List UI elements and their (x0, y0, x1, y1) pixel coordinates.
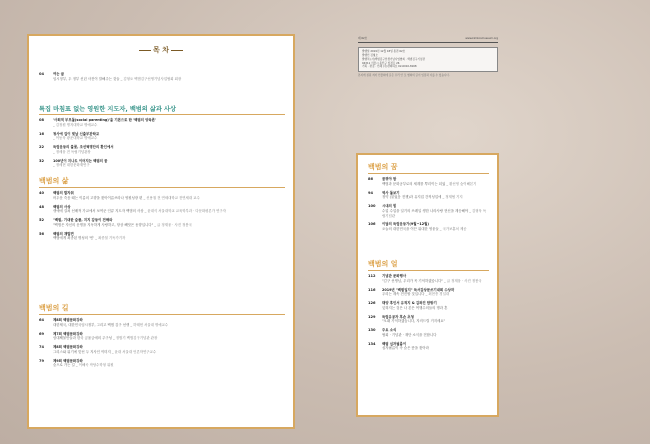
item-subtitle: 삼대째물만들과 한국 금융금에의 주구성 (53, 336, 112, 341)
page-number: 74 (39, 345, 45, 350)
item-author: _ 정세현 대한문화재연구 (53, 163, 90, 168)
item-title: 주요 소식 (382, 328, 397, 333)
item-author: _ 글 정재웅 · 사진 정봉국 (154, 222, 192, 227)
page-number: 130 (368, 328, 376, 333)
item-author: _ 윤대식 서울대학교 교육학부과 · 다문화평론가 연구자 (144, 209, 226, 214)
page-number: 112 (368, 274, 376, 278)
item-title: 시대의 힘 (382, 204, 397, 209)
list-item[interactable] (368, 177, 489, 187)
item-subtitle: 백범과 문화공부로의 세계를 뿌리이는 되었 (382, 181, 446, 186)
item-author: _ 하태헌 서울대 명예교수 (130, 322, 169, 327)
page-number: 64 (39, 318, 45, 322)
item-title: 청사에 길이 빛날 신출부관학교 (53, 131, 100, 136)
page-number: 79 (39, 358, 45, 363)
item-author: _ 이동욱 광운대학교 명예교수 (53, 136, 98, 141)
item-subtitle: 정약 (불었음 전쟁)과 유지업 간직성업에 (382, 195, 442, 200)
publication-info-box: 발행일 2019년 12월 18일 통권 62호 발행인 김형오 발행처 (사)백범김구선생기념사업협회 · 백범김구기념관 04311 서울시 용산구 임정로 26 기획 · 편집 · 인쇄 (주)상화하요 02-6010-8168 (358, 47, 498, 72)
item-subtitle: 생애에 걸쳐 선배적 가교에서 보여준 인류 지도자 백범의 사상 (53, 209, 144, 214)
item-title: 백범의 사상 (53, 204, 71, 209)
list-item[interactable] (368, 301, 489, 311)
page-number: 129 (368, 314, 376, 319)
item-author: _ 국가보훈처 제공 (439, 227, 467, 232)
toc-page-right (356, 153, 499, 417)
list-item[interactable] (39, 359, 285, 369)
page-number: 48 (39, 204, 45, 209)
issue-number: 제 62호 (358, 37, 368, 40)
section-special (39, 104, 285, 172)
page-number: 32 (39, 158, 45, 163)
list-item[interactable] (39, 132, 285, 142)
page-number: 116 (368, 287, 376, 292)
page-number: 40 (39, 191, 45, 195)
list-item[interactable] (39, 332, 285, 342)
page-number: 08 (39, 118, 45, 122)
item-subtitle: 오늘의 대한민국을 이끈 위대한 영웅들 (382, 227, 439, 232)
page-number: 52 (39, 218, 45, 223)
section-baekbeom-dream: 백범의 꿈 86 꿈꿔야 함 백범과 문화공부로의 세계를 뿌리이는 되었 _ 황선영 숲이해본기 94 역사 돌보기 정약 (불었음 전쟁)과 유지업 간직성업에 _ 정재협 기지 100 시대의 힘 수업 수업을 일기의 쓰레일 생한 나라사랑 현신을 계승해야 _ 김형욱 독립기념관 106 이달의 독립운동가(9월~12월) 오늘의 대한민국을 이끈 위대한 영웅들 _ 국가보훈처 제공 (368, 162, 489, 236)
page-number: 106 (368, 222, 376, 227)
list-item[interactable] (368, 191, 489, 201)
item-subtitle: 십자필름이 속 숨은 뜻을 찾아라 (382, 346, 429, 351)
item-title: 백범 십자필름이 (382, 341, 407, 346)
item-author: _ 정범기 백범김구기념관 관장 (113, 336, 158, 341)
item-title: 제7회 백범문화강좌 (53, 331, 83, 336)
item-author: _ 정세웅 전 독립기념관장 (53, 149, 91, 154)
item-title: 100년이 지나도 이어지는 백범의 꿈 (53, 158, 108, 163)
item-title: 역사 돌보기 (382, 190, 400, 195)
section-baekbeom-life (39, 176, 285, 245)
list-item[interactable] (39, 218, 285, 228)
toc-heading: 목 차 (29, 45, 293, 55)
item-title: 백범의 발자취 (53, 191, 74, 195)
section-title: 백범의 삶 (39, 177, 69, 185)
item-subtitle: "백범은 자신의 운명을 지독하게 사랑하고, 항상 빼앗은 동향입니다" (53, 222, 154, 227)
item-subtitle: "김구 선생님, 우리가 꼭 기억하겠습니다" (382, 278, 443, 283)
item-title: '사회적 부모돌(social parenting)'을 기본으로 한 '백범의 양육론' (53, 118, 156, 122)
page-number: 126 (368, 301, 376, 306)
list-item[interactable] (368, 342, 489, 352)
item-subtitle: 대한제국, 대한민국임시정부, 그리고 백범 김구 선생 (53, 322, 130, 327)
page-number: 94 (368, 190, 374, 195)
list-item[interactable] (368, 274, 489, 284)
item-title: 태양 후인서 유적지 & 김좌진 탐방기 (382, 301, 437, 306)
item-subtitle: 백범에게 최종된 명성의 '빈' (53, 236, 95, 241)
item-author: _ 정재협 기지 (442, 195, 463, 200)
item-title: "백범, 기대한 슬픔, 지지 감동이 전해와 (53, 218, 113, 223)
list-item[interactable] (368, 288, 489, 298)
item-title: 꿈꿔야 함 (382, 177, 397, 181)
item-author: _ 김정원 명지대학교 명예교수 (53, 122, 98, 127)
page-number: 100 (368, 204, 376, 209)
item-subtitle: 우리는 계속 전진할 것입니다 (382, 292, 425, 297)
list-item[interactable] (368, 222, 489, 232)
page-number: 69 (39, 331, 45, 336)
colophon: 제 62호 www.kimkoomuseum.org 발행일 2019년 12월 18일 통권 62호 발행인 김형오 발행처 (사)백범김구선생기념사업협회 · 백범김구기념관 04311 서울시 용산구 임정로 26 기획 · 편집 · 인쇄 (주)상화하요 02-6010-8168 본지에 실린 저자 인물회에 글은 우리 안 또 협회의 글이 입장과 다를 수 있습니다. (358, 37, 498, 78)
list-item[interactable]: 04 여는 글 임시정부, 두 정부 신년 사진이 말해주는 것들 _ 김형오 백범김구선생기념사업협회 회장 (39, 72, 182, 81)
list-item[interactable] (368, 204, 489, 218)
page-number: 134 (368, 341, 376, 346)
item-subtitle: "오래 기억하겠습니다, 지켜드릴 거지세요" (382, 319, 446, 324)
item-title: 이달의 독립운동가(9월~12월) (382, 222, 429, 227)
list-item[interactable] (39, 159, 285, 169)
list-item[interactable] (39, 145, 285, 155)
item-author: _ 글 정재웅 · 사진 정봉국 (444, 278, 482, 283)
page-number: 86 (368, 177, 374, 181)
item-author: _ 윤대 서울대 언론학연구교수 (111, 349, 157, 354)
item-subtitle: 수업 수업을 일기의 쓰레일 생한 나라사랑 현신을 계승해야 (382, 208, 469, 213)
item-title: 제9회 백범문화강좌 (53, 358, 83, 363)
list-item[interactable] (368, 328, 489, 338)
item-title: 독립운동의 불꽃, 조선혁명단의 환인에서 (53, 145, 114, 150)
list-item[interactable] (39, 191, 285, 201)
website-link[interactable]: www.kimkoomuseum.org (465, 37, 498, 40)
item-author: _ 황선영 숲이해본기 (446, 181, 477, 186)
list-item[interactable] (39, 205, 285, 215)
item-title: 독립유공자 후손 초청 (382, 314, 414, 319)
item-subtitle: 숨으로 가는 길 (53, 363, 75, 368)
list-item[interactable] (39, 232, 285, 242)
page-number: 56 (39, 231, 45, 236)
item-author: _ 이해곡 작당수학형 위원 (75, 363, 114, 368)
item-subtitle: 어두운 죽음 때는 이름의 고향을 찾아이름쓰라나 영원성장 편 (53, 195, 143, 200)
section-baekbeom-spirit: 백범의 얼 112 기념관 문화행사 "김구 선생님, 우리가 꼭 기억하겠습니다" _ 글 정재웅 · 사진 정봉국 116 2019년 "백범일지" 독서감상문쓰기대회 수상작 우리는 계속 전진할 것입니다 _ 최현종 경일대 126 태양 후인서 유적지 & 김좌진 탐방기 잊혀지는 것은 나 본은 여행수의들의 명과 혼 129 독립유공자 후손 초청 "오래 기억하겠습니다, 지켜드릴 거지세요" 130 주요 소식 협회 · 기념관 · 재단 소식을 전합니다 134 백범 십자필름이 십자필름이 속 숨은 뜻을 찾아라 (368, 259, 489, 355)
item-subtitle: 협회 · 기념관 · 재단 소식을 전합니다 (382, 332, 437, 337)
item-author: _ 신용철 전 연세대학교 전연세대 교수 (143, 195, 200, 200)
item-subtitle: 잊혀지는 것은 나 본은 여행수의들의 명과 혼 (382, 305, 448, 310)
item-subtitle: 그리스와 위기에 맞선 두 지사인 이미지 (53, 349, 111, 354)
page-number: 22 (39, 145, 45, 150)
item-title: 제8회 백범문화강좌 (53, 345, 83, 350)
item-title: 제8회 백범문화강좌 (53, 318, 83, 322)
list-item[interactable] (39, 118, 285, 128)
list-item[interactable] (368, 315, 489, 325)
section-intro (39, 72, 285, 86)
item-title: 백범의 재발견 (53, 231, 74, 236)
item-author: _ 최종철 기독가기자 (95, 236, 126, 241)
list-item[interactable] (39, 345, 285, 355)
toc-page-left (27, 34, 295, 429)
section-title: 백범의 길 (39, 304, 69, 312)
item-author: _ 최현종 경일대 (425, 292, 450, 297)
item-title: 2019년 "백범일지" 독서감상문쓰기대회 수상작 (382, 287, 455, 292)
section-title: 특집 마침표 없는 영원한 지도자, 백범의 삶과 사상 (39, 106, 176, 113)
section-baekbeom-road (39, 303, 285, 372)
item-title: 기념관 문화행사 (382, 274, 407, 278)
item-author: _ 김형욱 독립기념관 (382, 208, 487, 218)
page-number: 16 (39, 131, 45, 136)
list-item[interactable] (39, 318, 285, 328)
